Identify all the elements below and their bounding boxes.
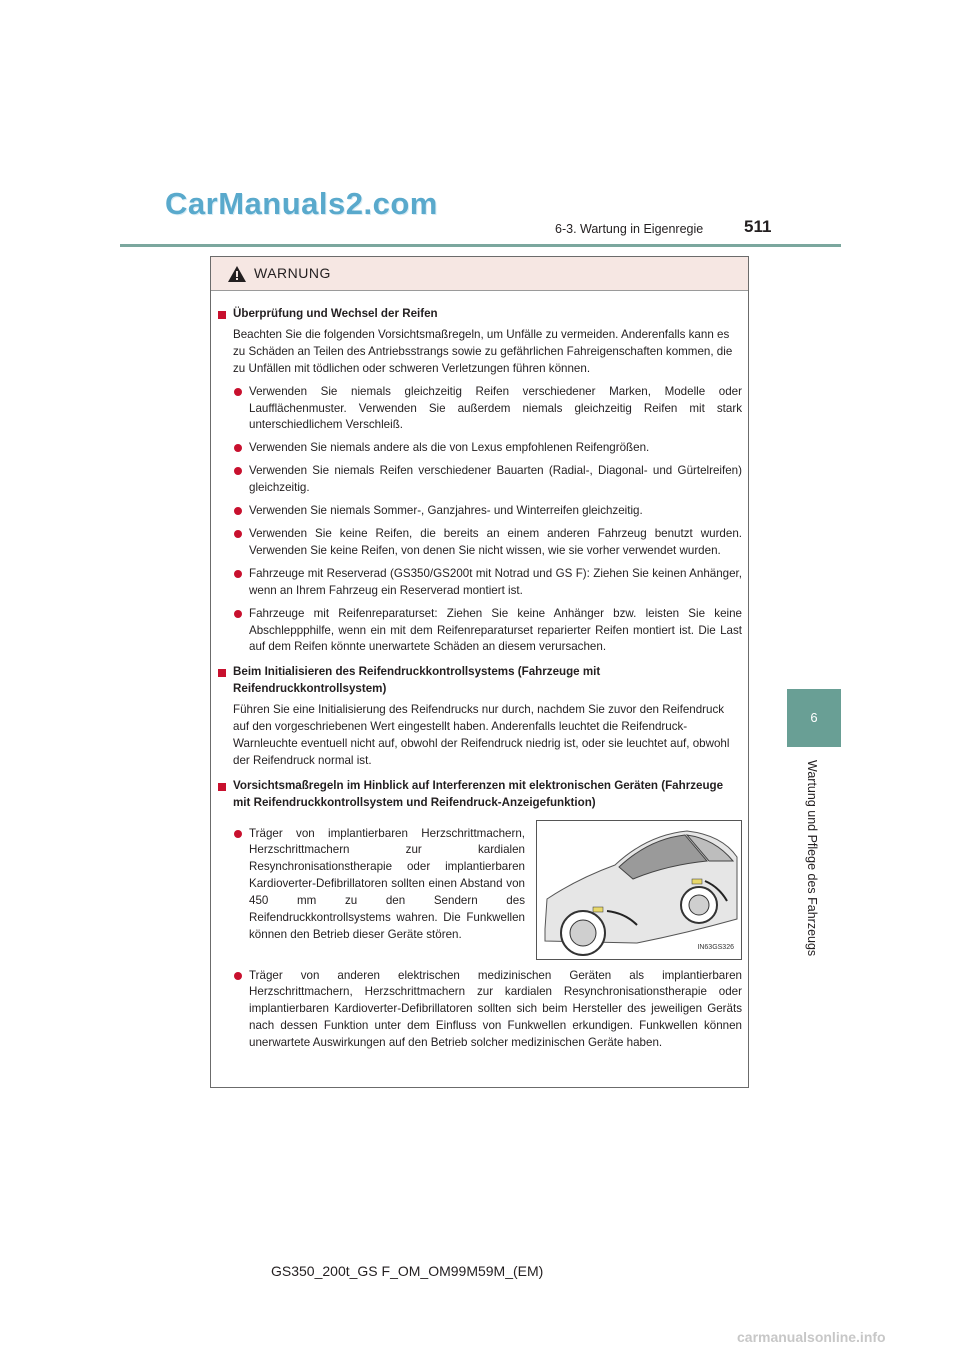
list-item-text: Fahrzeuge mit Reserverad (GS350/GS200t mit Notrad und GS F): Ziehen Sie keinen Anhänger, wenn an Ihrem Fahrzeug ein Reserverad montiert ist. [249,566,742,597]
header-rule [120,244,841,247]
heading-text: Vorsichtsmaßregeln im Hinblick auf Interferenzen mit elektronischen Geräten (Fahrzeuge mit Reifendruckkontrollsystem und Reifendruck-Anzeigefunktion) [233,778,724,809]
paragraph: Führen Sie eine Initialisierung des Reifendrucks nur durch, nachdem Sie zuvor den Reifendruck auf den vorgeschriebenen Wert eingestellt haben. Anderenfalls leuchtet die Reifendruck-Warnleuchte eventuell nicht auf, obwohl der Reifendruck niedrig ist, oder sie leuchtet auf, obwohl der Reifendruck normal ist. [233,703,730,767]
warning-header [211,257,748,291]
circle-bullet-icon [234,467,242,475]
list-item [218,440,742,457]
square-bullet-icon [218,669,226,677]
chapter-tab-label [802,760,822,960]
circle-bullet-icon [234,507,242,515]
circle-bullet-icon [234,444,242,452]
circle-bullet-icon [234,830,242,838]
section-heading [218,778,742,812]
car-sensor-icon [537,821,741,959]
warning-triangle-icon [228,266,246,282]
list-item [218,526,742,560]
list-item [218,384,742,435]
list-item [218,566,742,600]
square-bullet-icon [218,311,226,319]
circle-bullet-icon [234,388,242,396]
car-illustration [536,820,742,960]
warning-title: WARNUNG [254,265,331,281]
list-item [218,503,742,520]
figure-code: IN63GS326 [697,943,734,951]
list-item [218,463,742,497]
circle-bullet-icon [234,570,242,578]
document-code: GS350_200t_GS F_OM_OM99M59M_(EM) [271,1263,544,1279]
list-item-text: Verwenden Sie niemals andere als die von Lexus empfohlenen Reifengrößen. [249,441,650,455]
list-item-text: Verwenden Sie niemals Reifen verschiedener Bauarten (Radial-, Diagonal- und Gürtelreifen) gleichzeitig. [249,464,742,495]
paragraph: Beachten Sie die folgenden Vorsichtsmaßregeln, um Unfälle zu vermeiden. Anderenfalls kann es zu Schäden an Teilen des Antriebsstrangs sowie zu gefährlichen Fahreigenschaften kommen, die zu Unfällen mit tödlichen oder schweren Verletzungen führen können. [233,327,733,375]
figure-row [218,816,742,960]
chapter-tab[interactable]: 6 [787,689,841,747]
circle-bullet-icon [234,610,242,618]
watermark-logo: CarManuals2.com [165,186,438,221]
section-heading [218,306,742,323]
list-item-text: Verwenden Sie keine Reifen, die bereits an einem anderen Fahrzeug benutzt wurden. Verwenden Sie keine Reifen, von denen Sie nicht wissen, wie sie vorher verwendet wurden. [249,526,742,557]
list-item [218,826,525,960]
section-title: 6-3. Wartung in Eigenregie [555,222,704,236]
list-item-text: Träger von implantierbaren Herzschrittmachern, Herzschrittmachern zur kardialen Resynchronisationstherapie oder implantierbaren Kardioverter-Defibrillatoren sollten einen Abstand von 450 mm zu den Sendern des Reifendruckkontrollsystems wahren. Die Funkwellen können den Betrieb dieser Geräte stören. [249,826,525,941]
square-bullet-icon [218,783,226,791]
warning-box [210,256,749,1088]
heading-text: Beim Initialisieren des Reifendruckkontrollsystems (Fahrzeuge mit Reifendruckkontrollsystem) [233,665,601,696]
chapter-title: Wartung und Pflege des Fahrzeugs [805,760,819,957]
section-heading [218,664,742,698]
list-item [218,606,742,657]
circle-bullet-icon [234,530,242,538]
list-item-text: Verwenden Sie niemals Sommer-, Ganzjahres- und Winterreifen gleichzeitig. [249,504,643,518]
watermark-footer: carmanualsonline.info [737,1329,886,1345]
list-item-text: Fahrzeuge mit Reifenreparaturset: Ziehen Sie keine Anhänger bzw. leisten Sie keine Abschleppphilfe, wenn ein mit dem Reifenreparaturset reparierter Reifen montiert ist. Die Last auf dem Reifen könnte unerwartete Schäden an diesem verursachen. [249,606,742,654]
warning-content [218,301,742,1052]
circle-bullet-icon [234,972,242,980]
list-item-text: Verwenden Sie niemals gleichzeitig Reifen verschiedener Marken, Modelle oder Laufflächenmuster. Verwenden Sie außerdem niemals gleichzeitig Reifen mit stark unterschiedlichem Verschleiß. [249,384,742,432]
list-item-text: Träger von anderen elektrischen medizinischen Geräten als implantierbaren Herzschrittmachern, Herzschrittmachern zur kardialen Resynchronisationstherapie oder implantierbaren Kardioverter-Defibrillatoren sollten sich beim Hersteller des jeweiligen Geräts nach dessen Funktion unter dem Einfluss von Funkwellen erkundigen. Funkwellen können unerwartete Auswirkungen auf den Betrieb solcher medizinischen Geräte haben. [249,968,742,1050]
page-number: 511 [744,217,772,236]
heading-text: Überprüfung und Wechsel der Reifen [233,307,438,320]
list-item [218,968,742,1053]
